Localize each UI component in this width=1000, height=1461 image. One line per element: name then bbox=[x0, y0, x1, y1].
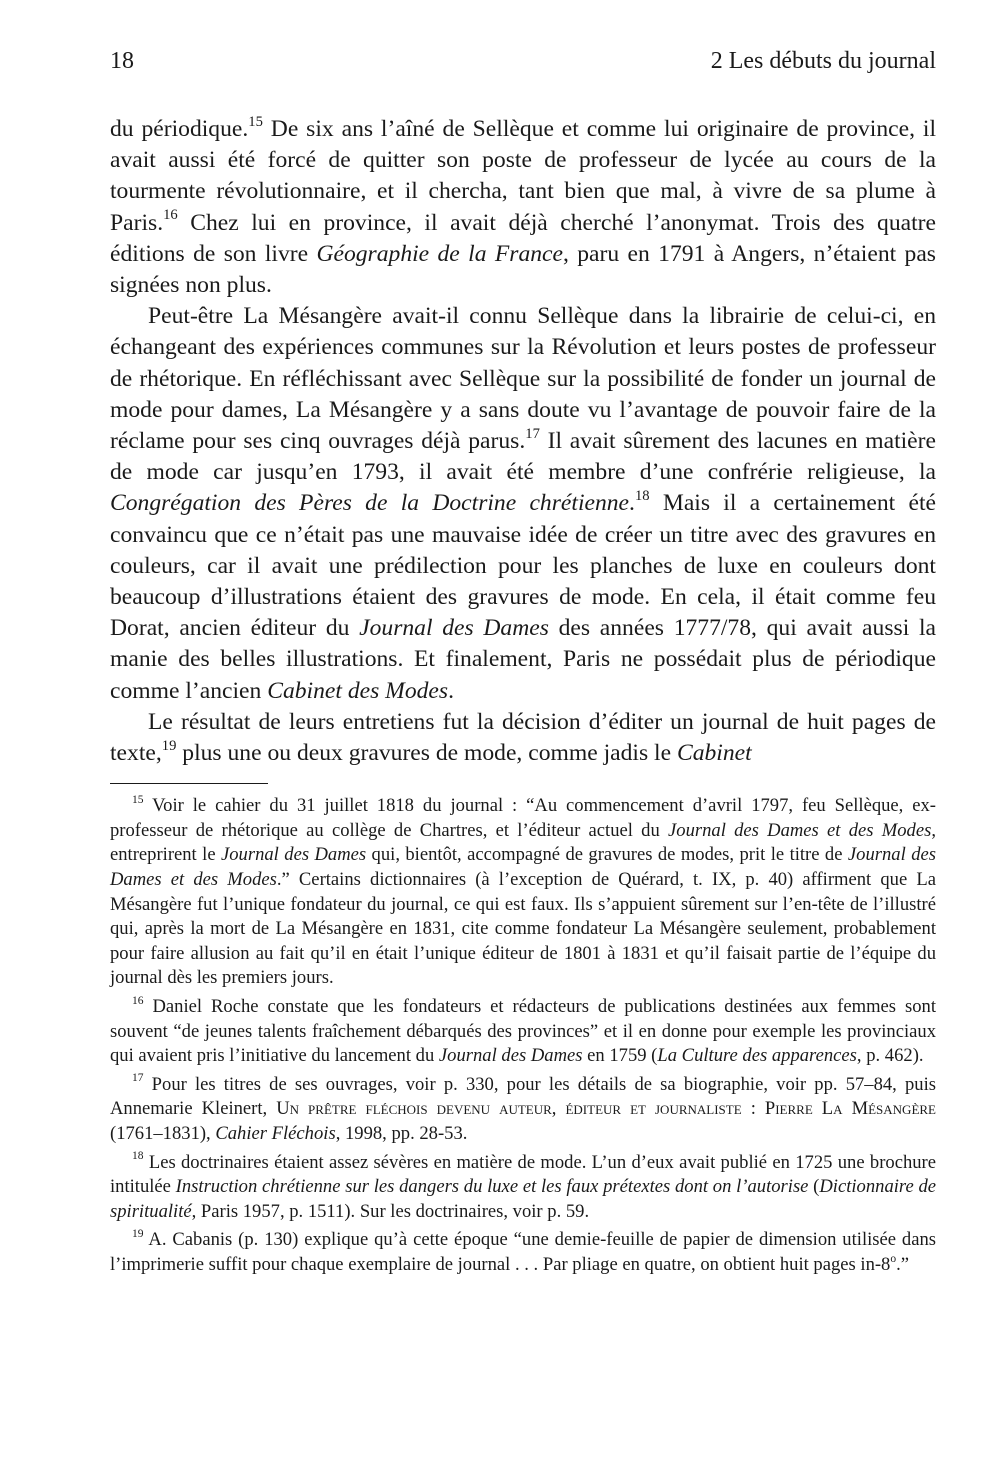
note-marker: 16 bbox=[132, 994, 144, 1007]
text-run: , 1998, pp. 28-53. bbox=[335, 1122, 468, 1144]
italic-text: Journal des Dames bbox=[438, 1045, 583, 1067]
italic-text: Cahier Fléchois bbox=[215, 1122, 336, 1144]
note-marker: 19 bbox=[132, 1228, 144, 1241]
text-run: , Paris 1957, p. 1511). Sur les doctrinaires, voir p. 59. bbox=[191, 1200, 590, 1222]
main-text bbox=[110, 114, 936, 769]
paragraph bbox=[110, 301, 936, 707]
italic-text: Journal des Dames et des Modes bbox=[110, 844, 936, 891]
italic-text: Instruction chrétienne sur les dangers du luxe et les faux prétextes dont on l’autorise bbox=[175, 1176, 809, 1198]
text-run: Chez lui en province, il avait déjà cherché l’anonymat. Trois des quatre éditions de son livre bbox=[110, 209, 936, 267]
footnote bbox=[110, 1228, 936, 1277]
running-header bbox=[110, 46, 936, 76]
footnote bbox=[110, 1151, 936, 1225]
text-run: Mais il a certainement été convaincu que ce n’était pas une mauvaise idée de créer un titre avec des gravures en couleurs, car il avait une prédilection pour les planches de luxe en couleurs dont beaucoup d’illustrations étaient des gravures de mode. En cela, il était comme feu Dorat, ancien éditeur du bbox=[110, 490, 937, 642]
note-marker: 18 bbox=[132, 1150, 144, 1163]
text-run: . bbox=[629, 490, 635, 517]
note-marker: o bbox=[890, 1252, 897, 1265]
note-marker: 15 bbox=[248, 113, 263, 130]
footnote bbox=[110, 995, 936, 1069]
note-marker: 15 bbox=[132, 793, 144, 806]
note-marker: 17 bbox=[132, 1072, 144, 1085]
text-run: en 1759 ( bbox=[582, 1045, 658, 1067]
text-run: . bbox=[448, 677, 454, 704]
text-run: ( bbox=[808, 1176, 820, 1198]
text-run: des années 1777/78, qui avait aussi la manie des belles illustrations. Et finalement, Paris ne possédait plus de périodique comme l’ancien bbox=[110, 615, 936, 704]
text-run: Voir le cahier du 31 juillet 1818 du journal : “Au commencement d’avril 1797, feu Sellèque, ex-professeur de rhétorique au collège de Chartres, et l’éditeur actuel du bbox=[110, 795, 936, 841]
italic-text: Géographie de la France bbox=[316, 240, 563, 267]
italic-text: Journal des Dames et des Modes bbox=[668, 819, 932, 841]
text-run: De six ans l’aîné de Sellèque et comme lui originaire de province, il avait aussi été forcé de quitter son poste de professeur de lycée au cours de la tourmente révolutionnaire, et il chercha, tant bien que mal, à vivre de sa plume à Paris. bbox=[110, 116, 936, 236]
paragraph bbox=[110, 707, 936, 769]
footnote-separator bbox=[110, 783, 268, 784]
text-run: Les doctrinaires étaient assez sévères en matière de mode. L’un d’eux avait publié en 1725 une brochure intitulée bbox=[110, 1151, 936, 1198]
running-title: 2 Les débuts du journal bbox=[710, 48, 936, 74]
note-marker: 19 bbox=[161, 737, 177, 754]
italic-text: Cabinet bbox=[676, 740, 752, 767]
text-run: , entreprirent le bbox=[110, 819, 936, 866]
text-run: (1761–1831), bbox=[110, 1122, 216, 1144]
text-run: , paru en 1791 à Angers, n’étaient pas signées non plus. bbox=[110, 240, 936, 299]
footnote bbox=[110, 1073, 936, 1147]
footnotes bbox=[110, 794, 936, 1277]
text-run: plus une ou deux gravures de mode, comme jadis le bbox=[176, 740, 677, 767]
text-run: A. Cabanis (p. 130) explique qu’à cette époque “une demie-feuille de papier de dimension utilisée dans l’imprimerie suffit pour chaque exemplaire de journal . . . Par pliage en quatre, on obtient huit pages in-8 bbox=[110, 1229, 936, 1275]
small-caps-text: Un prêtre fléchois devenu auteur, éditeur et journaliste : Pierre La Mésangère bbox=[276, 1098, 936, 1120]
paragraph bbox=[110, 114, 936, 301]
text-run: .” bbox=[896, 1253, 910, 1275]
text-run: Le résultat de leurs entretiens fut la décision d’éditer un journal de huit pages de texte, bbox=[110, 708, 936, 767]
text-run: qui, bientôt, accompagné de gravures de modes, prit le titre de bbox=[366, 844, 848, 866]
footnote bbox=[110, 794, 936, 991]
note-marker: 18 bbox=[634, 488, 650, 505]
italic-text: Congrégation des Pères de la Doctrine chrétienne bbox=[110, 490, 630, 517]
italic-text: Journal des Dames bbox=[359, 615, 549, 642]
italic-text: Cabinet des Modes bbox=[267, 677, 449, 704]
italic-text: Dictionnaire de spiritualité bbox=[110, 1176, 936, 1222]
italic-text: La Culture des apparences bbox=[657, 1045, 857, 1067]
text-run: Il avait sûrement des lacunes en matière de mode car jusqu’en 1793, il avait été membre d’une confrérie religieuse, la bbox=[110, 428, 936, 486]
note-marker: 17 bbox=[525, 425, 540, 442]
text-run: Pour les titres de ses ouvrages, voir p. 330, pour les détails de sa biographie, voir pp. 57–84, puis Annemarie Kleinert, bbox=[110, 1073, 936, 1120]
text-run: , p. 462). bbox=[856, 1045, 924, 1067]
text-run: Peut-être La Mésangère avait-il connu Sellèque dans la librairie de celui-ci, en échangeant des expériences communes sur la Révolution et leurs postes de professeur de rhétorique. En réfléchissant avec Sellèque sur la possibilité de fonder un journal de mode pour dames, La Mésangère y a sans doute vu l’avantage de pouvoir faire de la réclame pour ses cinq ouvrages déjà parus. bbox=[110, 303, 936, 455]
note-marker: 16 bbox=[163, 207, 178, 224]
page-number: 18 bbox=[110, 48, 134, 74]
text-run: Daniel Roche constate que les fondateurs et rédacteurs de publications destinées aux femmes sont souvent “de jeunes talents fraîchement débarqués des provinces” et il en donne pour exemple les provinciaux qui avaient pris l’initiative du lancement du bbox=[110, 996, 936, 1067]
text-run: .” Certains dictionnaires (à l’exception de Quérard, t. IX, p. 40) affirment que La Mésangère fut l’unique fondateur du journal, ce qui est faux. Ils s’appuient sûrement sur l’en-tête de l’illustré qui, après la mort de La Mésangère en 1831, cite comme fondateur La Mésangère seulement, probablement pour faire allusion au fait qu’il en était l’unique éditeur de 1801 à 1831 et qu’il faisait partie de l’équipe du journal dès les premiers jours. bbox=[110, 869, 936, 989]
italic-text: Journal des Dames bbox=[221, 844, 367, 866]
text-run: du périodique. bbox=[110, 116, 249, 142]
